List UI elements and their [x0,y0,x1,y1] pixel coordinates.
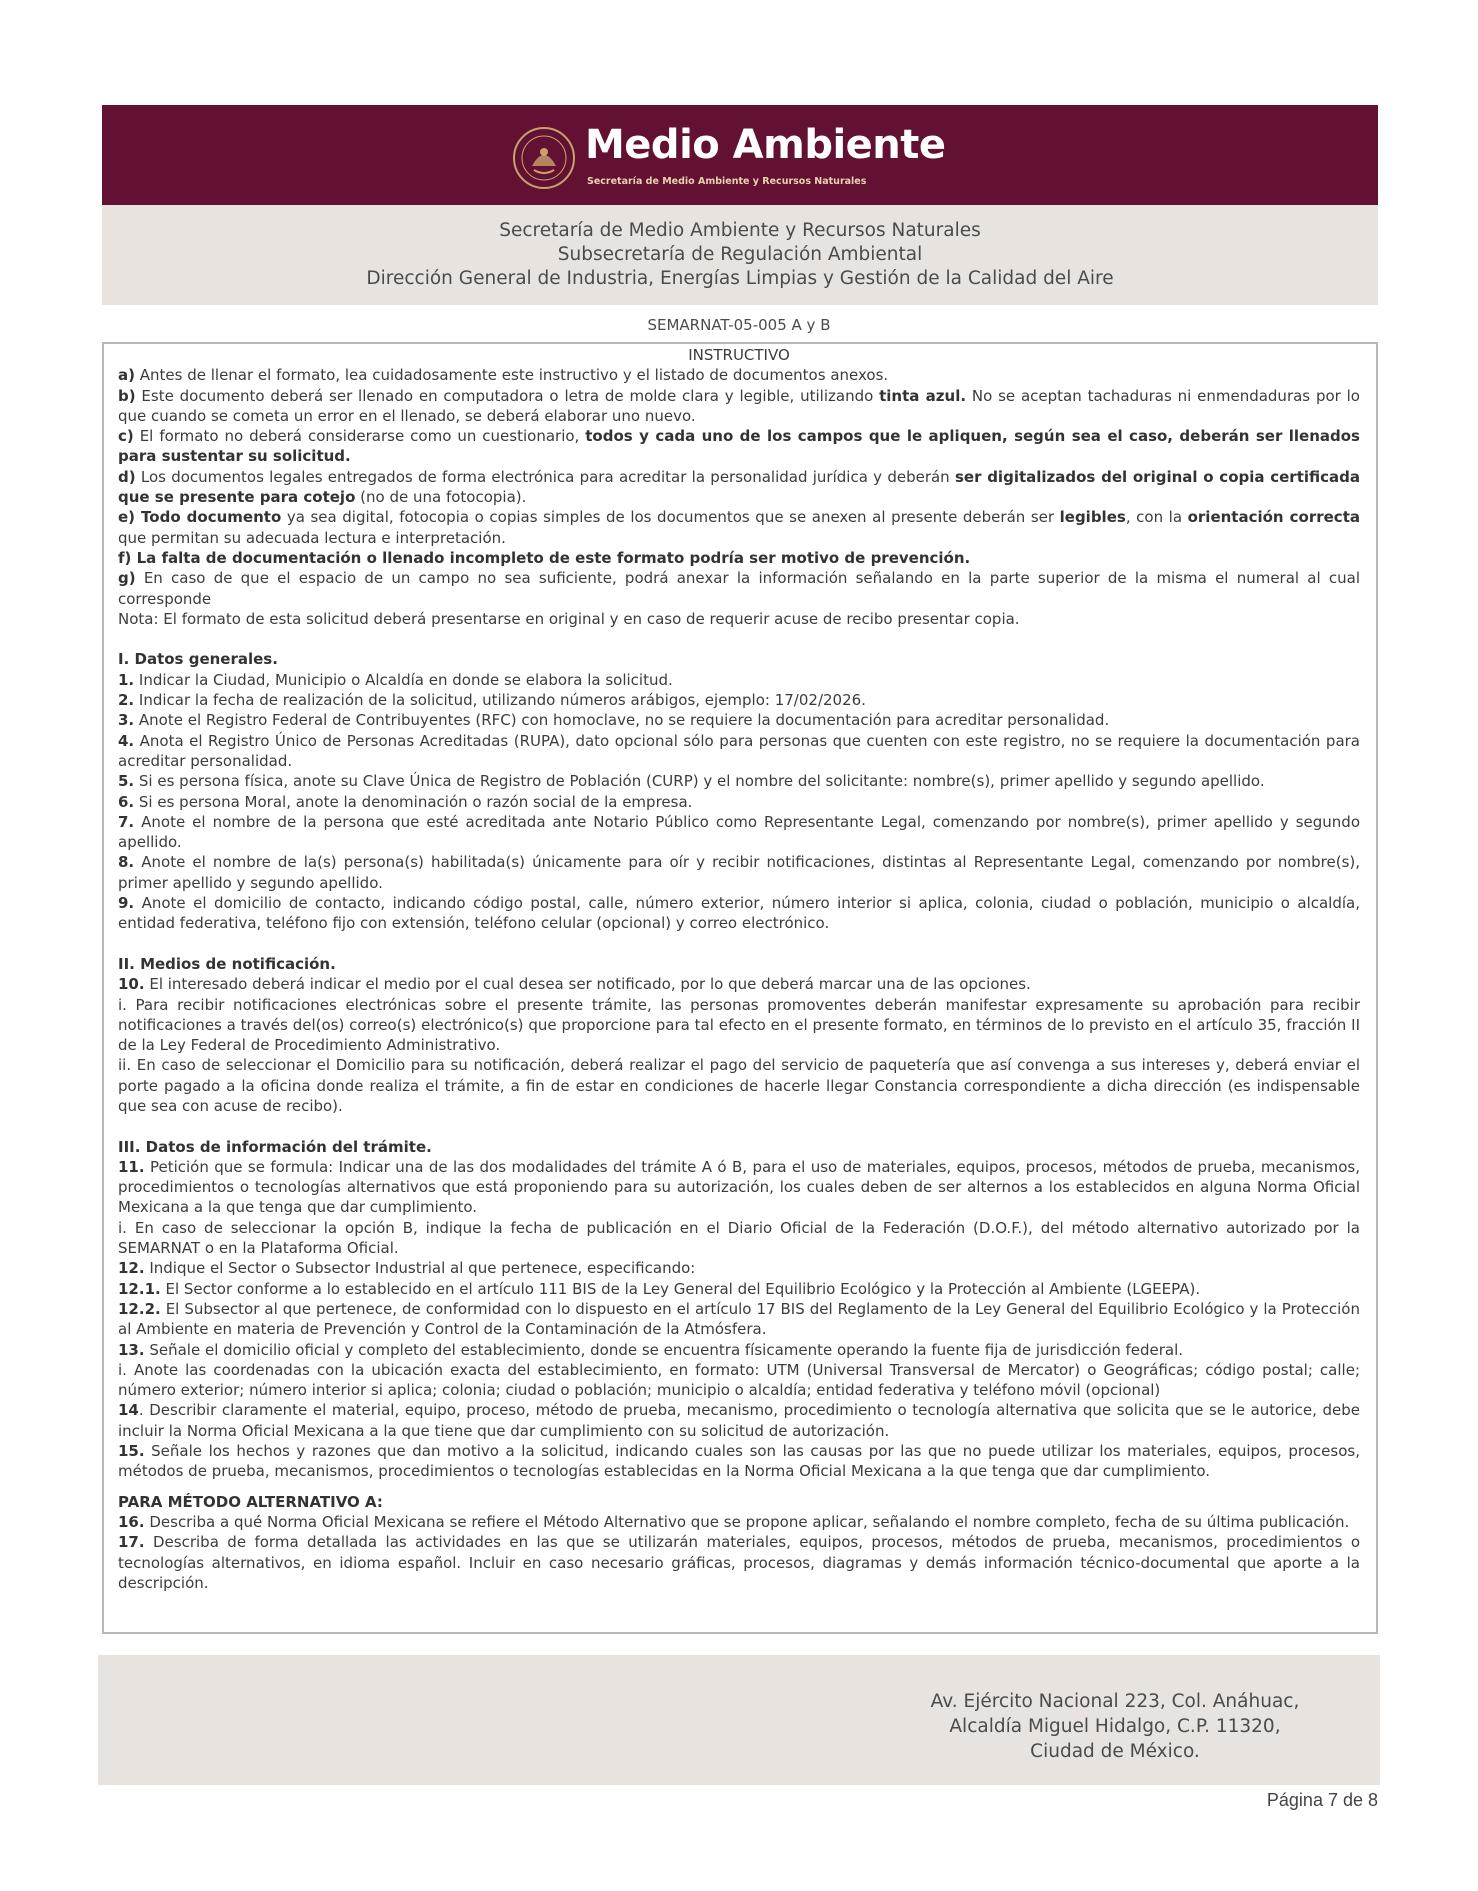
section-3-title: III. Datos de información del trámite. [118,1137,432,1156]
item-5: 5. Si es persona física, anote su Clave Única de Registro de Población (CURP) y el nombre del solicitante: nombre(s), primer apellido y segundo apellido. [118,772,1265,791]
paragraph-e: e) Todo documento ya sea digital, fotocopia o copias simples de los documentos que se anexen al presente deberán ser legibles, con la orientación correcta que permitan su adecuada lectura e interpretación. [118,508,1360,547]
paragraph-b: b) Este documento deberá ser llenado en computadora o letra de molde clara y legible, utilizando tinta azul. No se aceptan tachaduras ni enmendaduras por lo que cuando se cometa un error en el llenado, se deberá elaborar uno nuevo. [118,386,1360,425]
section-a-title: PARA MÉTODO ALTERNATIVO A: [118,1492,383,1511]
coat-of-arms-icon [512,126,576,190]
item-13-i: i. Anote las coordenadas con la ubicación exacta del establecimiento, en formato: UTM (Universal Transversal de Mercator) o Geográficas; código postal; calle; número exterior; número interior si aplica; colonia; ciudad o población; municipio o alcaldía; entidad federativa y teléfono móvil (opcional) [118,1360,1360,1400]
agency-line-2: Subsecretaría de Regulación Ambiental [557,244,923,265]
brand-subtitle: Secretaría de Medio Ambiente y Recursos Naturales [587,176,867,187]
agency-line-3: Dirección General de Industria, Energías Limpias y Gestión de la Calidad del Aire [366,268,1114,289]
brand-title: Medio Ambiente [585,122,946,168]
address-line-2: Alcaldía Miguel Hidalgo, C.P. 11320, [949,1716,1281,1737]
paragraph-g: g) En caso de que el espacio de un campo no sea suficiente, podrá anexar la información señalando en la parte superior de la misma el numeral al cual corresponde [118,569,1360,608]
paragraph-d: d) Los documentos legales entregados de forma electrónica para acreditar la personalidad jurídica y deberán ser digitalizados del original o copia certificada que se presente para cotejo (no de una fotocopia). [118,467,1360,507]
item-12-1: 12.1. El Sector conforme a lo establecido en el artículo 111 BIS de la Ley General del Equilibrio Ecológico y la Protección al Ambiente (LGEEPA). [118,1279,1201,1298]
item-10: 10. El interesado deberá indicar el medio por el cual desea ser notificado, por lo que deberá marcar una de las opciones. [118,975,1031,994]
agency-header [102,205,1378,305]
item-14: 14. Describir claramente el material, equipo, proceso, método de prueba, mecanismo, procedimiento o tecnología alternativa que solicita que se le autorice, debe incluir la Norma Oficial Mexicana a la que tiene que dar cumplimiento con su solicitud de autorización. [118,1401,1360,1440]
section-1-title: I. Datos generales. [118,650,278,669]
item-12: 12. Indique el Sector o Subsector Industrial al que pertenece, especificando: [118,1259,696,1278]
item-11-i: i. En caso de seleccionar la opción B, indique la fecha de publicación en el Diario Oficial de la Federación (D.O.F.), del método alternativo autorizado por la SEMARNAT o en la Plataforma Oficial. [118,1218,1360,1258]
item-9: 9. Anote el domicilio de contacto, indicando código postal, calle, número exterior, número interior si aplica, colonia, ciudad o población, municipio o alcaldía, entidad federativa, teléfono fijo con extensión, teléfono celular (opcional) y correo electrónico. [118,894,1360,933]
nota: Nota: El formato de esta solicitud deberá presentarse en original y en caso de requerir acuse de recibo presentar copia. [118,609,1020,628]
footer-address [870,1689,1360,1764]
item-3: 3. Anote el Registro Federal de Contribuyentes (RFC) con homoclave, no se requiere la documentación para acreditar personalidad. [118,711,1110,730]
paragraph-a: a) Antes de llenar el formato, lea cuidadosamente este instructivo y el listado de documentos anexos. [118,366,889,385]
item-7: 7. Anote el nombre de la persona que esté acreditada ante Notario Público como Representante Legal, comenzando por nombre(s), primer apellido y segundo apellido. [118,812,1360,852]
item-11: 11. Petición que se formula: Indicar una de las dos modalidades del trámite A ó B, para el uso de materiales, equipos, procesos, métodos de prueba, mecanismos, procedimientos o tecnologías alternativos que está proponiendo para su autorización, los cuales deben de ser alternos a los establecidos en alguna Norma Oficial Mexicana a la que tenga que dar cumplimiento. [118,1157,1360,1217]
document-code: SEMARNAT-05-005 A y B [647,316,831,334]
instructivo-title: INSTRUCTIVO [688,346,790,364]
item-8: 8. Anote el nombre de la(s) persona(s) habilitada(s) únicamente para oír y recibir notificaciones, distintas al Representante Legal, comenzando por nombre(s), primer apellido y segundo apellido. [118,853,1360,892]
item-12-2: 12.2. El Subsector al que pertenece, de conformidad con lo dispuesto en el artículo 17 BIS del Reglamento de la Ley General del Equilibrio Ecológico y la Protección al Ambiente en materia de Prevención y Control de la Contaminación de la Atmósfera. [118,1299,1360,1339]
item-10-ii: ii. En caso de seleccionar el Domicilio para su notificación, deberá realizar el pago del servicio de paquetería que así convenga a sus intereses y, deberá enviar el porte pagado a la oficina donde realiza el trámite, a fin de estar en condiciones de hacerle llegar Constancia correspondiente a dicha dirección (es indispensable que sea con acuse de recibo). [118,1056,1360,1115]
section-2-title: II. Medios de notificación. [118,954,336,973]
item-1: 1. Indicar la Ciudad, Municipio o Alcaldía en donde se elabora la solicitud. [118,670,673,689]
item-16: 16. Describa a qué Norma Oficial Mexicana se refiere el Método Alternativo que se propone aplicar, señalando el nombre completo, fecha de su última publicación. [118,1512,1350,1531]
item-13: 13. Señale el domicilio oficial y completo del establecimiento, donde se encuentra físicamente operando la fuente fija de jurisdicción federal. [118,1340,1184,1359]
address-line-3: Ciudad de México. [1030,1741,1200,1762]
item-6: 6. Si es persona Moral, anote la denominación o razón social de la empresa. [118,792,693,811]
agency-line-1: Secretaría de Medio Ambiente y Recursos Naturales [499,220,981,241]
item-15: 15. Señale los hechos y razones que dan motivo a la solicitud, indicando cuales son las causas por las que no puede utilizar los materiales, equipos, procesos, métodos de prueba, mecanismos, procedimientos o tecnologías establecidas en la Norma Oficial Mexicana a la que tenga que dar cumplimiento. [118,1442,1360,1481]
item-17: 17. Describa de forma detallada las actividades en las que se utilizarán materiales, equipos, procesos, métodos de prueba, mecanismos, procedimientos o tecnologías alternativos, en idioma español. Incluir en caso necesario gráficas, procesos, diagramas y demás información técnico-documental que aporte a la descripción. [118,1533,1360,1592]
instructions-content [118,345,1360,1593]
paragraph-c: c) El formato no deberá considerarse como un cuestionario, todos y cada uno de los campos que le apliquen, según sea el caso, deberán ser llenados para sustentar su solicitud. [118,427,1360,466]
address-line-1: Av. Ejército Nacional 223, Col. Anáhuac, [930,1691,1300,1712]
item-4: 4. Anota el Registro Único de Personas Acreditadas (RUPA), dato opcional sólo para personas que cuenten con este registro, no se requiere la documentación para acreditar personalidad. [118,731,1360,770]
item-2: 2. Indicar la fecha de realización de la solicitud, utilizando números arábigos, ejemplo: 17/02/2026. [118,691,866,710]
item-10-i: i. Para recibir notificaciones electrónicas sobre el presente trámite, las personas promoventes deberán manifestar expresamente su aprobación para recibir notificaciones a través del(os) correo(s) electrónico(s) que proporcione para tal efecto en el presente formato, en términos de lo previsto en el artículo 35, fracción II de la Ley Federal de Procedimiento Administrativo. [118,995,1360,1055]
paragraph-f: f) La falta de documentación o llenado incompleto de este formato podría ser motivo de prevención. [118,548,971,567]
page-number: Página 7 de 8 [1266,1790,1378,1810]
